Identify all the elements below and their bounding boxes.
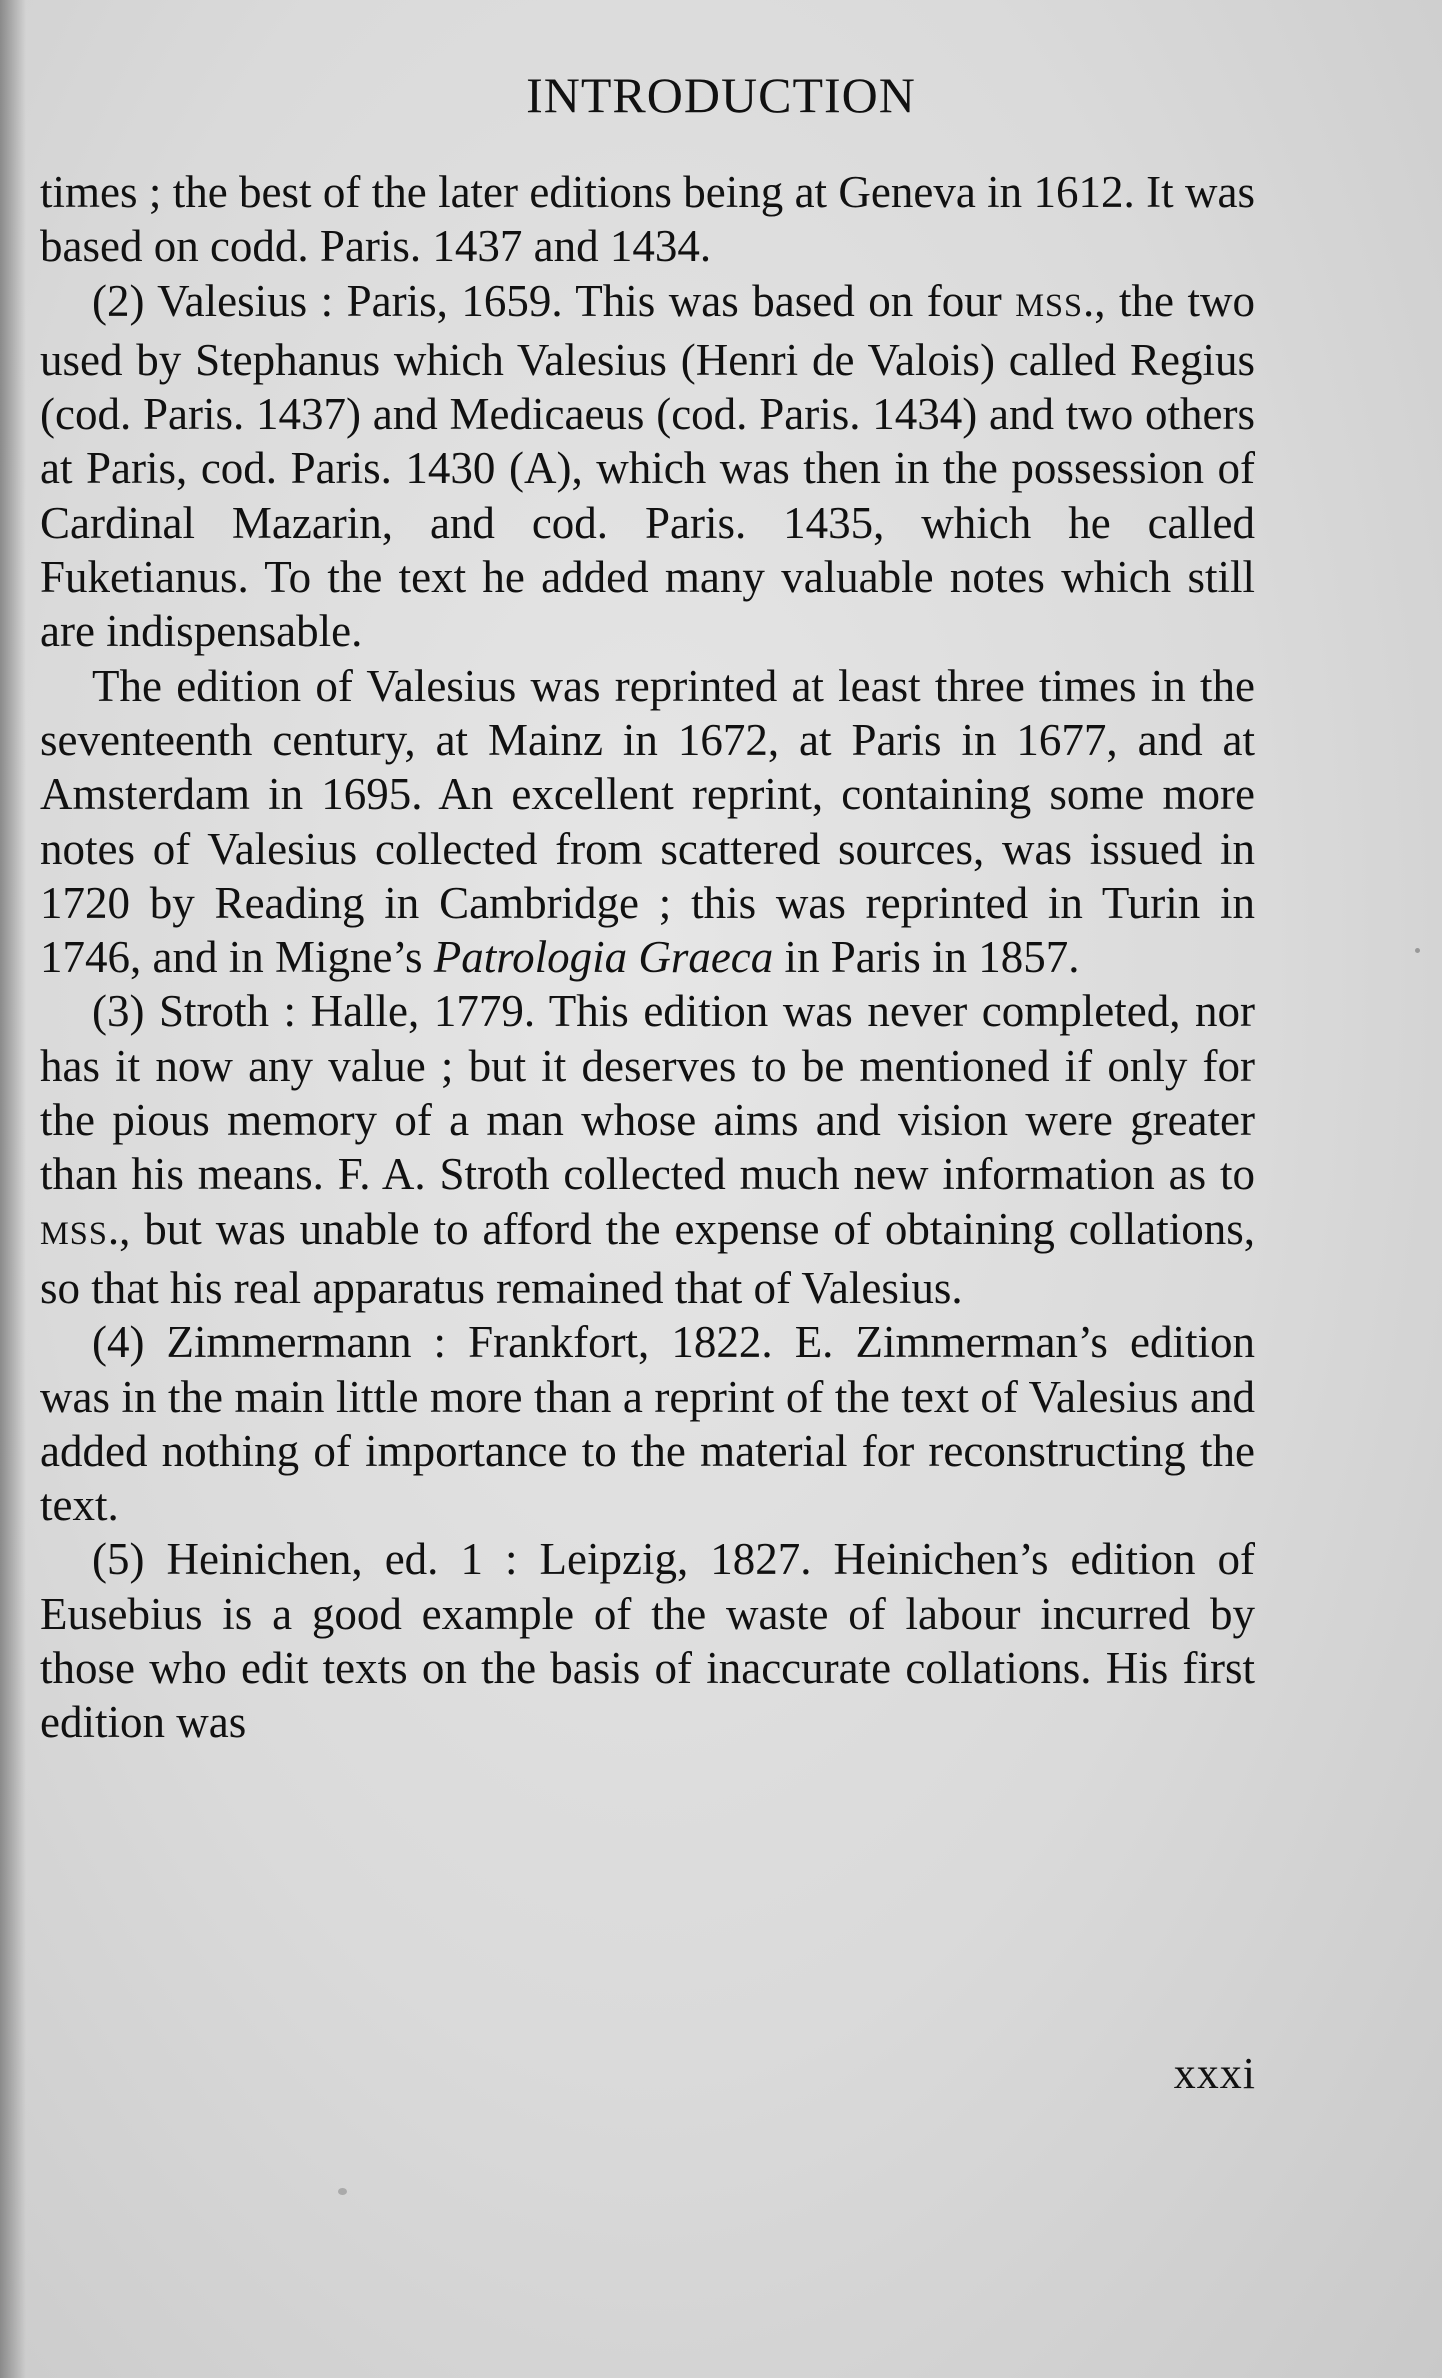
body-text [40,165,1255,1750]
page-number: xxxi [1173,2049,1256,2098]
text-run: times ; the best of the later editions being at Geneva in 1612. It was based on codd. Paris. 1437 and 1434. [40,167,1255,272]
paragraph-p4 [40,984,1255,1315]
smallcaps-abbrev: MSS [40,1215,108,1252]
text-run: (5) Heinichen, ed. 1 : Leipzig, 1827. Heinichen’s edition of Eusebius is a good example of the waste of labour incurred by those who edit texts on the basis of inaccurate collations. His first edition was [40,1534,1255,1748]
paper-speck [338,2188,347,2195]
text-run: in Paris in 1857. [773,932,1080,983]
text-run: (2) Valesius : Paris, 1659. This was based on four [92,275,1016,326]
binding-shadow [0,0,26,2378]
running-head: INTRODUCTION [526,67,916,123]
text-run: ., the two used by Stephanus which Valesius (Henri de Valois) called Regius (cod. Paris. 1437) and Medicaeus (cod. Paris. 1434) and two others at Paris, cod. Paris. 1430 (A), which was then in the possession of Cardinal Mazarin, and cod. Paris. 1435, which he called Fuketianus. To the text he added many valuable notes which still are indispensable. [40,275,1255,657]
text-run: (4) Zimmermann : Frankfort, 1822. E. Zimmerman’s edition was in the main little more than a reprint of the text of Valesius and added nothing of importance to the material for reconstructing the text. [40,1317,1255,1531]
text-run: ., but was unable to afford the expense of obtaining collations, so that his real apparatus remained that of Valesius. [40,1203,1255,1313]
paragraph-p2 [40,274,1255,659]
paragraph-p3 [40,659,1255,985]
paper-speck [1415,948,1420,953]
smallcaps-abbrev: MSS [1015,287,1084,324]
text-run: The edition of Valesius was reprinted at least three times in the seventeenth century, at Mainz in 1672, at Paris in 1677, and at Amsterdam in 1695. An excellent reprint, containing some more notes of Valesius collected from scattered sources, was issued in 1720 by Reading in Cambridge ; this was reprinted in Turin in 1746, and in Migne’s [40,660,1255,983]
paragraph-p5 [40,1315,1255,1532]
paragraph-p1 [40,165,1255,274]
text-run: (3) Stroth : Halle, 1779. This edition was never completed, nor has it now any value ; but it deserves to be mentioned if only for the pious memory of a man whose aims and vision were greater than his means. F. A. Stroth collected much new information as to [40,986,1255,1200]
italic-title: Patrologia Graeca [433,932,774,983]
paragraph-p6 [40,1532,1255,1749]
